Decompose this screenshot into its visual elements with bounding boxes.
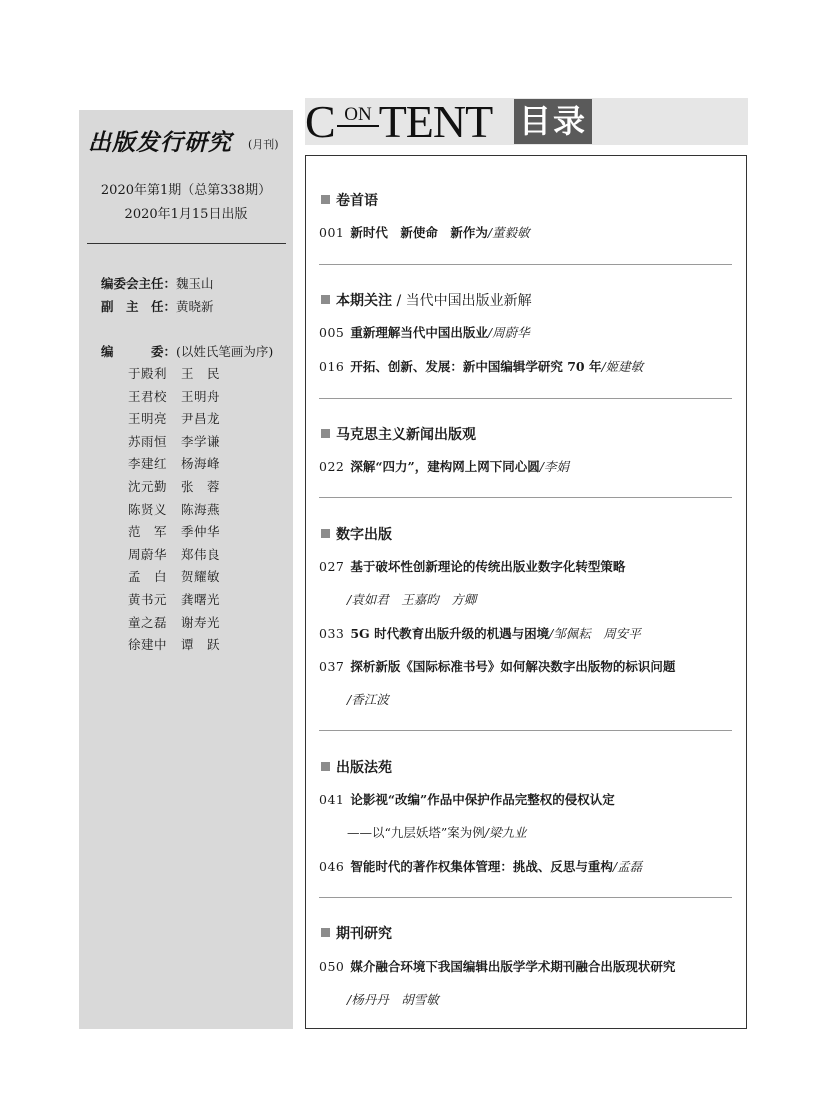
sidebar-tab bbox=[271, 132, 293, 1029]
section-juanshouyu bbox=[321, 190, 378, 210]
section-title: 期刊研究 bbox=[336, 926, 392, 942]
editorial-member: 郑伟良 bbox=[181, 546, 221, 562]
content-wordmark bbox=[305, 96, 492, 148]
article-author: /周蔚华 bbox=[487, 325, 530, 340]
section-title: 数字出版 bbox=[336, 527, 392, 543]
section-makesi bbox=[321, 424, 476, 444]
editorial-member: 季仲华 bbox=[181, 524, 221, 540]
toc-entry[interactable] bbox=[319, 957, 675, 975]
section-divider bbox=[319, 730, 732, 731]
toc-entry[interactable] bbox=[319, 457, 569, 475]
editorial-member: 苏雨恒 bbox=[128, 433, 168, 449]
page-number: 016 bbox=[319, 359, 345, 374]
article-title: 基于破坏性创新理论的传统出版业数字化转型策略 bbox=[350, 559, 626, 574]
editorial-member: 王君校 bbox=[128, 388, 168, 404]
toc-entry[interactable] bbox=[319, 857, 642, 875]
article-author: /李娟 bbox=[539, 459, 569, 474]
section-marker bbox=[321, 928, 330, 937]
editorial-member: 尹昌龙 bbox=[181, 411, 221, 427]
journal-title: 出版发行研究 bbox=[88, 129, 232, 156]
article-author: /梁九业 bbox=[484, 825, 527, 840]
vice-label: 副 主 任： bbox=[101, 299, 177, 314]
toc-entry[interactable] bbox=[319, 790, 615, 808]
toc-entry[interactable] bbox=[319, 557, 625, 575]
editorial-member: 龚曙光 bbox=[181, 592, 221, 607]
section-subtitle: / 当代中国出版业新解 bbox=[392, 293, 532, 309]
members-note: (以姓氏笔画为序) bbox=[176, 344, 274, 359]
section-marker bbox=[321, 195, 330, 204]
article-title: 论影视“改编”作品中保护作品完整权的侵权认定 bbox=[350, 792, 615, 807]
section-shuzi bbox=[321, 524, 392, 544]
editorial-member: 孟 白 bbox=[128, 569, 168, 585]
article-subtitle-line bbox=[347, 823, 527, 841]
editorial-member: 贺耀敏 bbox=[181, 569, 221, 585]
editorial-member: 童之磊 bbox=[128, 614, 168, 630]
article-author: /袁如君 王嘉昀 方卿 bbox=[347, 592, 477, 607]
issue-date: 2020年1月15日出版 bbox=[124, 207, 248, 222]
article-title: 开拓、创新、发展：新中国编辑学研究 70 年 bbox=[350, 359, 602, 374]
page-number: 005 bbox=[319, 325, 345, 340]
article-title: 重新理解当代中国出版业 bbox=[350, 325, 488, 340]
section-marker bbox=[321, 295, 330, 304]
editorial-member: 谢寿光 bbox=[181, 614, 221, 630]
section-title: 本期关注 bbox=[336, 293, 392, 309]
editorial-member: 王明舟 bbox=[181, 388, 221, 404]
section-marker bbox=[321, 529, 330, 538]
article-author: /香江波 bbox=[347, 692, 389, 707]
article-author: /董毅敏 bbox=[487, 225, 530, 240]
section-marker bbox=[321, 429, 330, 438]
section-marker bbox=[321, 762, 330, 771]
article-author: /姬建敏 bbox=[601, 359, 644, 374]
section-benqi bbox=[321, 290, 532, 310]
issue-number: 2020年第1期（总第338期） bbox=[100, 183, 272, 198]
chair-label: 编委会主任： bbox=[101, 276, 177, 291]
page-number: 050 bbox=[319, 959, 345, 974]
page-number: 022 bbox=[319, 459, 345, 474]
editorial-member: 杨海峰 bbox=[181, 456, 221, 472]
mulu-badge: 目录 bbox=[514, 99, 592, 144]
page-number: 001 bbox=[319, 225, 345, 240]
article-author: /邹佩耘 周安平 bbox=[549, 626, 641, 641]
members-label: 编 委： bbox=[101, 344, 177, 359]
toc-entry[interactable] bbox=[319, 357, 643, 375]
article-subtitle: ——以“九层妖塔”案为例 bbox=[347, 825, 485, 840]
editorial-member: 陈海燕 bbox=[181, 501, 221, 517]
editorial-chair bbox=[101, 274, 214, 292]
section-title: 卷首语 bbox=[336, 193, 378, 209]
toc-entry[interactable] bbox=[319, 323, 530, 341]
editorial-member: 谭 跃 bbox=[181, 637, 221, 653]
sidebar-divider bbox=[87, 243, 286, 244]
journal-frequency: (月刊) bbox=[248, 138, 279, 151]
editorial-members-heading bbox=[101, 342, 273, 360]
page-number: 027 bbox=[319, 559, 345, 574]
vice-name: 黄晓新 bbox=[176, 299, 214, 314]
content-c: C bbox=[305, 96, 335, 147]
editorial-vice-chair bbox=[101, 297, 214, 315]
editorial-member: 黄书元 bbox=[128, 592, 168, 607]
section-qikan bbox=[321, 923, 392, 943]
editorial-member: 于殿利 bbox=[128, 366, 168, 381]
article-author: /孟磊 bbox=[612, 859, 643, 874]
chair-name: 魏玉山 bbox=[176, 276, 214, 291]
editorial-member: 王 民 bbox=[181, 366, 221, 381]
editorial-member: 范 军 bbox=[128, 524, 168, 540]
article-author: /杨丹丹 胡雪敏 bbox=[347, 992, 439, 1007]
section-divider bbox=[319, 497, 732, 498]
editorial-member: 张 蓉 bbox=[181, 479, 221, 494]
article-title: 智能时代的著作权集体管理：挑战、反思与重构 bbox=[350, 859, 613, 874]
editorial-member: 李学谦 bbox=[181, 433, 221, 449]
content-on: ON bbox=[337, 105, 379, 127]
editorial-member: 沈元勤 bbox=[128, 479, 168, 494]
editorial-member: 陈贤义 bbox=[128, 501, 168, 517]
section-fayuan bbox=[321, 757, 392, 777]
section-title: 出版法苑 bbox=[336, 760, 392, 776]
toc-entry[interactable] bbox=[319, 657, 675, 675]
page-number: 033 bbox=[319, 626, 345, 641]
section-divider bbox=[319, 897, 732, 898]
article-title: 新时代 新使命 新作为 bbox=[350, 225, 488, 240]
toc-entry[interactable] bbox=[319, 223, 530, 241]
page-number: 041 bbox=[319, 792, 345, 807]
page-number: 046 bbox=[319, 859, 345, 874]
toc-entry[interactable] bbox=[319, 624, 641, 642]
section-divider bbox=[319, 398, 732, 399]
editorial-member: 李建红 bbox=[128, 456, 168, 472]
editorial-member: 周蔚华 bbox=[128, 546, 168, 562]
article-title: 5G 时代教育出版升级的机遇与困境 bbox=[350, 626, 550, 641]
content-rest: TENT bbox=[378, 96, 493, 147]
article-title: 媒介融合环境下我国编辑出版学学术期刊融合出版现状研究 bbox=[350, 959, 676, 974]
editorial-member: 王明亮 bbox=[128, 411, 168, 427]
section-title: 马克思主义新闻出版观 bbox=[336, 427, 476, 443]
article-title: 深解“四力”，建构网上网下同心圆 bbox=[350, 459, 540, 474]
section-divider bbox=[319, 264, 732, 265]
page-number: 037 bbox=[319, 659, 345, 674]
editorial-member: 徐建中 bbox=[128, 637, 168, 653]
article-title: 探析新版《国际标准书号》如何解决数字出版物的标识问题 bbox=[350, 659, 676, 674]
